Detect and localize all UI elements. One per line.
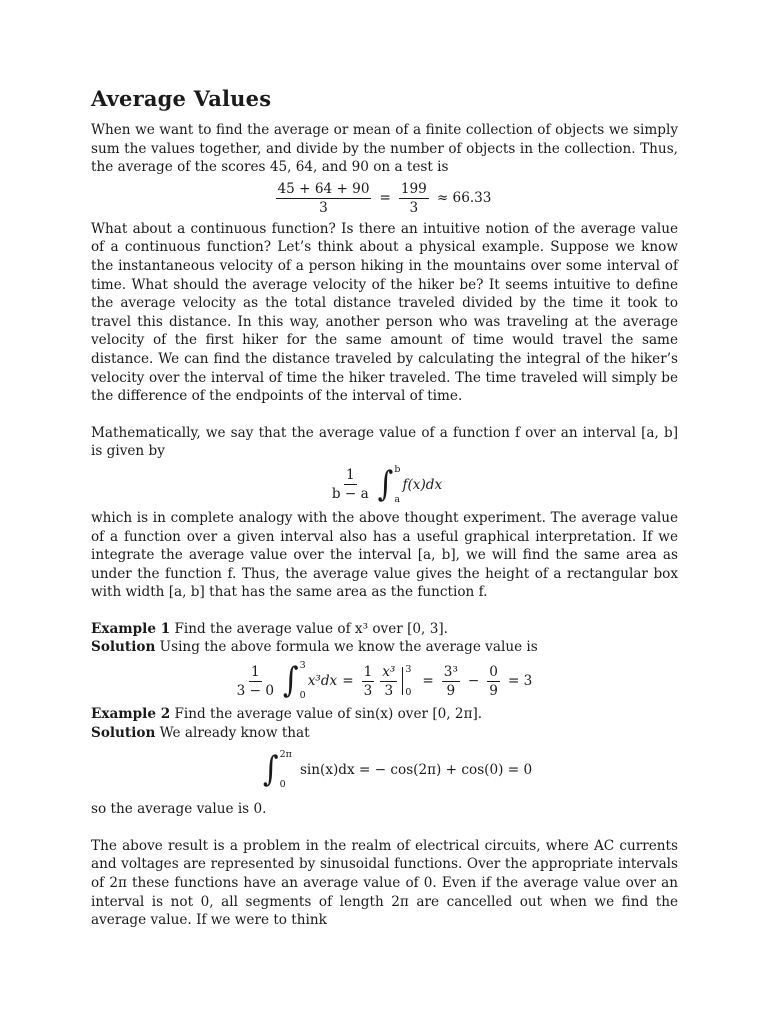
fraction-lower-eval bbox=[487, 664, 500, 699]
lower-limit: 0 bbox=[279, 779, 286, 791]
integral bbox=[263, 750, 292, 790]
fraction-denominator: 3 − 0 bbox=[236, 682, 275, 699]
example-label: Example 1 bbox=[91, 620, 171, 637]
example-label: Example 2 bbox=[91, 706, 171, 723]
fraction-total bbox=[399, 181, 429, 216]
integral-limits bbox=[394, 465, 400, 505]
paragraph-interpretation: which is in complete analogy with the above thought experiment. The average value of a function over a given interval also has a useful graphical interpretation. If we integrate the average value over the interval [a, b], we will find the same area as under the function f. Thus, the average value gives the height of a rectangular box with width [a, b] that has the same area as the function f. bbox=[91, 509, 678, 601]
fraction-numerator: x³ bbox=[382, 663, 396, 680]
equation-average-definition bbox=[91, 465, 678, 505]
fraction-denominator: 9 bbox=[489, 682, 498, 699]
fraction-denominator: 9 bbox=[446, 682, 456, 699]
upper-limit: 3 bbox=[405, 664, 412, 676]
example-1 bbox=[91, 620, 678, 639]
integrand: f(x)dx bbox=[402, 476, 443, 493]
integral-sign: ∫ bbox=[283, 660, 299, 701]
evaluation-limits bbox=[405, 664, 411, 698]
lower-limit: 0 bbox=[405, 687, 412, 699]
fraction-numerator: 3³ bbox=[443, 663, 458, 680]
integral-limits bbox=[280, 750, 292, 790]
paragraph-result: so the average value is 0. bbox=[91, 801, 267, 818]
integrand: x³dx bbox=[307, 673, 338, 690]
fraction-reciprocal bbox=[330, 467, 371, 502]
solution-label: Solution bbox=[91, 724, 156, 741]
fraction-numerator: 1 bbox=[363, 663, 373, 680]
fraction-denominator: 3 bbox=[319, 199, 328, 216]
equation-example-2 bbox=[91, 750, 678, 790]
solution-text: Using the above formula we know the average value is bbox=[159, 639, 538, 656]
equals-sign: = bbox=[379, 190, 391, 207]
fraction-denominator: 3 bbox=[363, 682, 373, 699]
integral bbox=[378, 465, 401, 505]
equals-sign: = bbox=[422, 673, 434, 690]
paragraph-definition: Mathematically, we say that the average value of a function f over an interval [a, b] is given by bbox=[91, 424, 678, 460]
solution-label: Solution bbox=[91, 639, 156, 656]
fraction-numerator: 45 + 64 + 90 bbox=[277, 180, 370, 197]
fraction-denominator: 3 bbox=[409, 199, 419, 216]
fraction-one-third bbox=[362, 664, 375, 699]
fraction-upper-eval bbox=[442, 664, 460, 699]
paragraph-continuous: What about a continuous function? Is there an intuitive notion of the average value of a continuous function? Let’s think about a physical example. Suppose we know the instantaneous velocity of a person hiking in the mountains over some interval of time. What should the average velocity of the hiker be? It seems intuitive to define the average velocity as the total distance traveled divided by the time it took to travel this distance. In this way, another person who was traveling at the average velocity of the first hiker for the same amount of time would travel the same distance. We can find the distance traveled by calculating the integral of the hiker’s velocity over the interval of time the hiker traveled. The time traveled will simply be the difference of the endpoints of the interval of time. bbox=[91, 220, 678, 405]
example-2 bbox=[91, 705, 678, 724]
integral bbox=[283, 661, 306, 701]
example-text: Find the average value of x³ over [0, 3]. bbox=[174, 620, 448, 637]
solution-2 bbox=[91, 724, 678, 743]
upper-limit: 2π bbox=[279, 749, 292, 761]
result: = 3 bbox=[507, 673, 533, 690]
lower-limit: a bbox=[394, 493, 401, 505]
lower-limit: 0 bbox=[299, 690, 306, 702]
upper-limit: 3 bbox=[299, 660, 306, 672]
equation-score-average bbox=[91, 181, 678, 216]
paragraph-intro: When we want to find the average or mean of a finite collection of objects we simply sum the values together, and divide by the number of objects in the collection. Thus, the average of the scores 45, 64, and 90 on a test is bbox=[91, 122, 678, 176]
example-text: Find the average value of sin(x) over [0, 2π]. bbox=[174, 706, 483, 723]
fraction-denominator: b − a bbox=[331, 486, 369, 503]
equation-example-1 bbox=[91, 661, 678, 701]
fraction-numerator: 1 bbox=[251, 663, 260, 680]
upper-limit: b bbox=[394, 463, 401, 475]
fraction-sum bbox=[276, 181, 372, 216]
approx-value: ≈ 66.33 bbox=[436, 190, 492, 207]
fraction-denominator: 3 bbox=[384, 682, 394, 699]
minus-sign: − bbox=[467, 673, 480, 690]
fraction-numerator: 0 bbox=[489, 663, 498, 680]
fraction-numerator: 1 bbox=[345, 467, 355, 484]
fraction-reciprocal bbox=[235, 664, 276, 699]
solution-text: We already know that bbox=[159, 724, 310, 741]
integral-sign: ∫ bbox=[377, 464, 394, 505]
paragraph-circuits: The above result is a problem in the realm of electrical circuits, where AC currents and voltages are represented by sinusoidal functions. Over the appropriate intervals of 2π these functions have an average value of 0. Even if the average value over an interval is not 0, all segments of length 2π are cancelled out when we find the average value. If we were to think bbox=[91, 837, 678, 929]
integral-sign: ∫ bbox=[263, 749, 279, 790]
fraction-numerator: 199 bbox=[400, 180, 427, 197]
integral-expression: sin(x)dx = − cos(2π) + cos(0) = 0 bbox=[299, 762, 533, 779]
evaluation-bar bbox=[402, 664, 412, 699]
page-title: Average Values bbox=[91, 86, 272, 111]
integral-limits bbox=[300, 661, 306, 701]
document-content bbox=[91, 86, 678, 930]
fraction-antiderivative bbox=[380, 664, 397, 699]
solution-1 bbox=[91, 638, 678, 657]
equals-sign: = bbox=[342, 673, 354, 690]
